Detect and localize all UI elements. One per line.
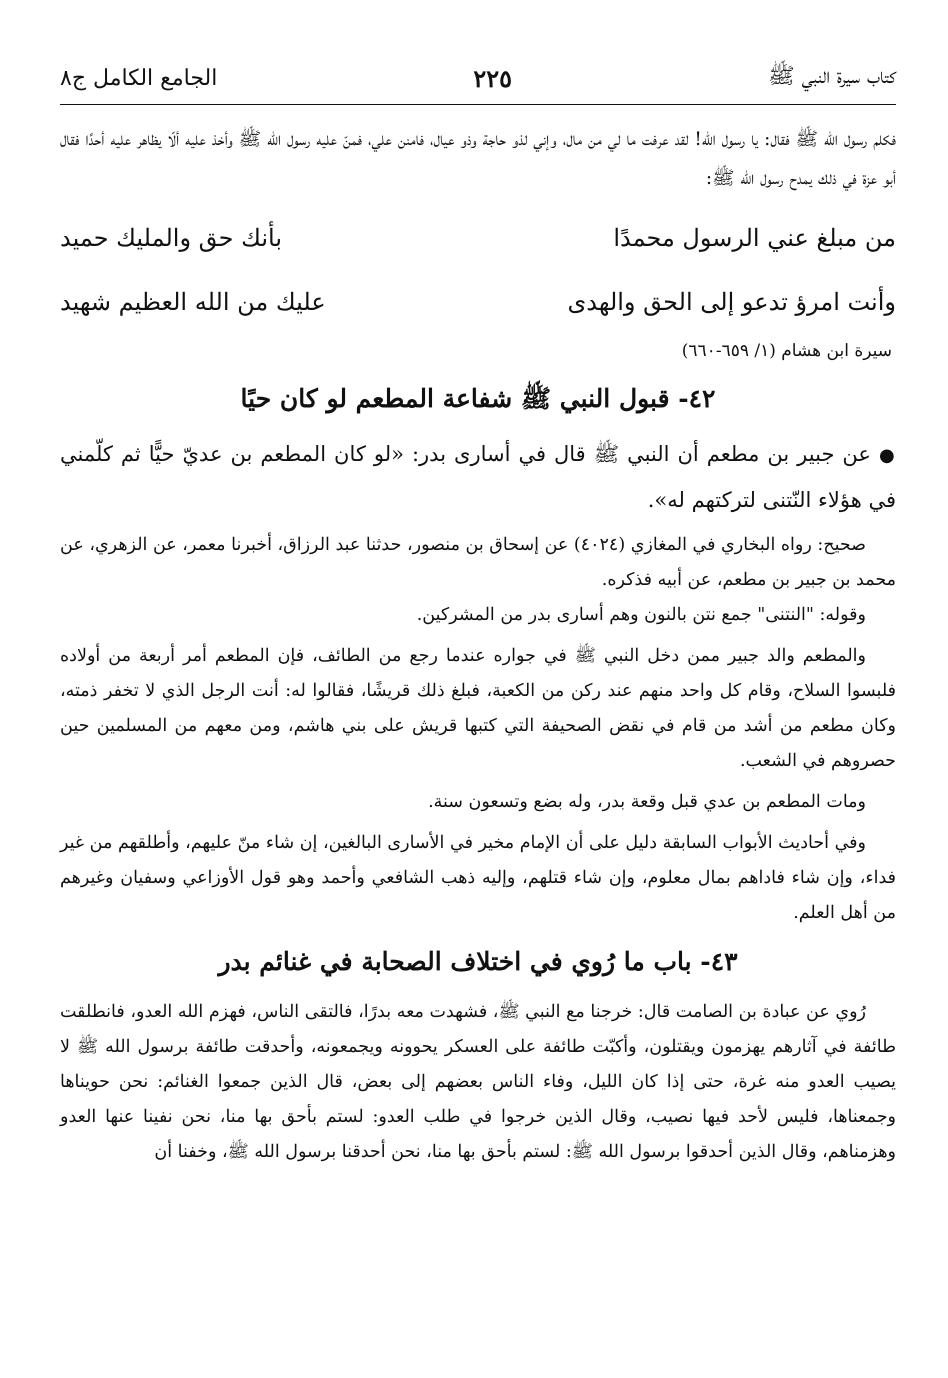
poem-source: سيرة ابن هشام (١/ ٦٥٩-٦٦٠) — [681, 341, 892, 361]
collection-title: الجامع الكامل ج٨ — [60, 65, 218, 91]
page-content — [60, 120, 896, 1170]
poem-hemistich-left: بأنك حق والمليك حميد — [60, 224, 283, 252]
poem-hemistich-right: من مبلغ عني الرسول محمدًا — [613, 224, 896, 252]
chapter-heading-42: ٤٢- قبول النبي ﷺ شفاعة المطعم لو كان حيًا — [240, 384, 716, 413]
page-number: ٢٢٥ — [473, 63, 513, 93]
hadith-body: عن جبير بن مطعم أن النبي ﷺ قال في أسارى بدر: «لو كان المطعم بن عديّ حيًّا ثم كلّمني في هؤلاء النّتنى لتركتهم له». — [60, 442, 896, 512]
poem — [60, 206, 896, 334]
running-header — [60, 58, 896, 98]
section-paragraph: رُوي عن عبادة بن الصامت قال: خرجنا مع النبي ﷺ، فشهدت معه بدرًا، فالتقى الناس، فهزم الله العدو، فانطلقت طائفة في آثارهم يهزمون ويقتلون، وأكبّت طائفة على العسكر يحوونه ويجمعونه، وأحدقت طائفة برسول الله ﷺ لا يصيب العدو منه غرة، حتى إذا كان الليل، وفاء الناس بعضهم إلى بعض، قال الذين جمعوا الغنائم: نحن حويناها وجمعناها، فليس لأحد فيها نصيب، وقال الذين خرجوا في طلب العدو: لستم بأحق بها منا، نحن نفينا عنها العدو وهزمناهم، وقال الذين أحدقوا برسول الله ﷺ: لستم بأحق بها منا، نحن أحدقنا برسول الله ﷺ، وخفنا أن — [60, 1002, 896, 1162]
hadith-text — [60, 432, 896, 522]
note-paragraph: ومات المطعم بن عدي قبل وقعة بدر، وله بضع وتسعون سنة. — [428, 792, 866, 812]
hadith-grading: صحيح: رواه البخاري في المغازي (٤٠٢٤) عن إسحاق بن منصور، حدثنا عبد الرزاق، أخبرنا معمر، عن الزهري، عن محمد بن جبير بن مطعم، عن أبيه فذكره. — [60, 535, 896, 590]
note-paragraph: والمطعم والد جبير ممن دخل النبي ﷺ في جواره عندما رجع من الطائف، فإن المطعم أمر أربعة من أولاده فلبسوا السلاح، وقام كل واحد منهم عند ركن من الكعبة، فبلغ ذلك قريشًا، فقالوا له: أنت الرجل الذي لا تخفر ذمته، وكان مطعم من أشد من قام في نقض الصحيفة التي كتبها قريش على بني هاشم، ومن معهم من المسلمين حين حصروهم في الشعب. — [60, 646, 897, 771]
note-paragraph: وفي أحاديث الأبواب السابقة دليل على أن الإمام مخير في الأسارى البالغين، إن شاء منّ عليهم، وأطلقهم من غير فداء، وإن شاء فاداهم بمال معلوم، وإن شاء قتلهم، وإليه ذهب الشافعي وأحمد وهو قول الأوزاعي وسفيان وغيرهم من أهل العلم. — [60, 833, 896, 923]
book-title: كتاب سيرة النبي ﷺ — [768, 64, 896, 89]
chapter-heading-43: ٤٣- باب ما رُوي في اختلاف الصحابة في غنائم بدر — [218, 947, 738, 976]
poem-line — [60, 206, 896, 270]
poem-line — [60, 270, 896, 334]
intro-paragraph: فكلم رسول الله ﷺ فقال: يا رسول الله! لقد عرفت ما لي من مال، وإني لذو حاجة وذو عيال، فامنن علي، فمنّ عليه رسول الله ﷺ وأخذ عليه ألّا يظاهر عليه أحدًا فقال أبو عزة في ذلك يمدح رسول الله ﷺ: — [60, 129, 896, 189]
note-paragraph: وقوله: "النتنى" جمع نتن بالنون وهم أسارى بدر من المشركين. — [416, 605, 866, 625]
poem-hemistich-left: عليك من الله العظيم شهيد — [60, 288, 326, 316]
bullet-icon: ● — [878, 445, 896, 466]
header-divider — [60, 104, 896, 105]
poem-hemistich-right: وأنت امرؤ تدعو إلى الحق والهدى — [567, 288, 896, 316]
